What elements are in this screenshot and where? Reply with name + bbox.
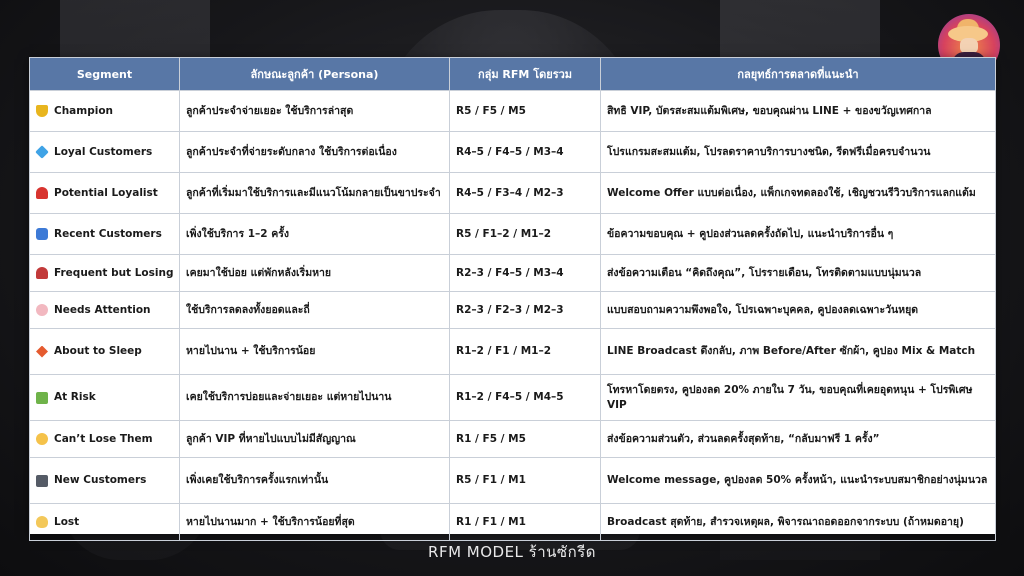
segment-name: Potential Loyalist [54, 186, 158, 199]
strategy-cell: Broadcast สุดท้าย, สำรวจเหตุผล, พิจารณาถอดออกจากระบบ (ถ้าหมดอายุ) [601, 504, 996, 541]
rfm-table [29, 57, 996, 541]
table-row [30, 91, 996, 132]
strategy-cell: ส่งข้อความส่วนตัว, ส่วนลดครั้งสุดท้าย, “กลับมาฟรี 1 ครั้ง” [601, 421, 996, 458]
segment-name: Champion [54, 104, 114, 117]
strategy-cell: สิทธิ VIP, บัตรสะสมแต้มพิเศษ, ขอบคุณผ่าน LINE + ของขวัญเทศกาล [601, 91, 996, 132]
trophy-icon [36, 105, 48, 117]
gem-icon [35, 145, 49, 159]
table-row [30, 255, 996, 292]
rfm-cell: R1–2 / F4–5 / M4–5 [450, 375, 601, 421]
table-row [30, 292, 996, 329]
rfm-cell: R2–3 / F4–5 / M3–4 [450, 255, 601, 292]
rfm-table-container [29, 57, 995, 534]
table-row [30, 329, 996, 375]
segment-name: Recent Customers [54, 227, 162, 240]
persona-cell: หายไปนาน + ใช้บริการน้อย [180, 329, 450, 375]
segment-name: Needs Attention [54, 303, 151, 316]
persona-cell: เพิ่งใช้บริการ 1–2 ครั้ง [180, 214, 450, 255]
table-row [30, 214, 996, 255]
strategy-cell: Welcome message, คูปองลด 50% ครั้งหน้า, แนะนำระบบสมาชิกอย่างนุ่มนวล [601, 458, 996, 504]
segment-name: Loyal Customers [54, 145, 153, 158]
repeat-icon [36, 228, 48, 240]
rfm-cell: R5 / F5 / M5 [450, 91, 601, 132]
magnet-icon [36, 187, 48, 199]
header-rfm-group: กลุ่ม RFM โดยรวม [450, 58, 601, 91]
rfm-cell: R1 / F1 / M1 [450, 504, 601, 541]
strategy-cell: แบบสอบถามความพึงพอใจ, โปรเฉพาะบุคคล, คูปองลดเฉพาะวันหยุด [601, 292, 996, 329]
persona-cell: ลูกค้าที่เริ่มมาใช้บริการและมีแนวโน้มกลายเป็นขาประจำ [180, 173, 450, 214]
segment-name: At Risk [54, 391, 96, 403]
persona-cell: ใช้บริการลดลงทั้งยอดและถี่ [180, 292, 450, 329]
header-segment: Segment [30, 58, 180, 91]
table-row [30, 504, 996, 541]
worried-face-icon [36, 433, 48, 445]
waving-hand-icon [36, 516, 48, 528]
segment-name: Frequent but Losing [54, 266, 174, 279]
rfm-cell: R4–5 / F3–4 / M2–3 [450, 173, 601, 214]
strategy-cell: Welcome Offer แบบต่อเนื่อง, แพ็กเกจทดลองใช้, เชิญชวนรีวิวบริการแลกแต้ม [601, 173, 996, 214]
page-caption: RFM MODEL ร้านซักรีด [428, 543, 596, 561]
rfm-cell: R1 / F5 / M5 [450, 421, 601, 458]
persona-cell: หายไปนานมาก + ใช้บริการน้อยที่สุด [180, 504, 450, 541]
table-row [30, 173, 996, 214]
segment-name: New Customers [54, 474, 147, 486]
table-row [30, 375, 996, 421]
persona-cell: เคยมาใช้บ่อย แต่พักหลังเริ่มหาย [180, 255, 450, 292]
bell-icon [36, 267, 48, 279]
segment-name: About to Sleep [54, 345, 142, 357]
rfm-cell: R5 / F1–2 / M1–2 [450, 214, 601, 255]
strategy-cell: LINE Broadcast ดึงกลับ, ภาพ Before/After ซักผ้า, คูปอง Mix & Match [601, 329, 996, 375]
new-badge-icon [36, 475, 48, 487]
persona-cell: เคยใช้บริการบ่อยและจ่ายเยอะ แต่หายไปนาน [180, 375, 450, 421]
strategy-cell: ข้อความขอบคุณ + คูปองส่วนลดครั้งถัดไป, แนะนำบริการอื่น ๆ [601, 214, 996, 255]
rfm-cell: R1–2 / F1 / M1–2 [450, 329, 601, 375]
header-strategy: กลยุทธ์การตลาดที่แนะนำ [601, 58, 996, 91]
rfm-cell: R2–3 / F2–3 / M2–3 [450, 292, 601, 329]
segment-name: Can’t Lose Them [54, 432, 153, 445]
strategy-cell: ส่งข้อความเตือน “คิดถึงคุณ”, โปรรายเดือน, โทรติดตามแบบนุ่มนวล [601, 255, 996, 292]
table-row [30, 132, 996, 173]
table-header-row [30, 58, 996, 91]
persona-cell: ลูกค้าประจำจ่ายเยอะ ใช้บริการล่าสุด [180, 91, 450, 132]
strategy-cell: โทรหาโดยตรง, คูปองลด 20% ภายใน 7 วัน, ขอบคุณที่เคยอุดหนุน + โปรพิเศษ VIP [601, 375, 996, 421]
persona-cell: ลูกค้าประจำที่จ่ายระดับกลาง ใช้บริการต่อเนื่อง [180, 132, 450, 173]
rfm-cell: R4–5 / F4–5 / M3–4 [450, 132, 601, 173]
table-row [30, 458, 996, 504]
persona-cell: ลูกค้า VIP ที่หายไปแบบไม่มีสัญญาณ [180, 421, 450, 458]
segment-name: Lost [54, 515, 80, 528]
strategy-cell: โปรแกรมสะสมแต้ม, โปรลดราคาบริการบางชนิด, รีดฟรีเมื่อครบจำนวน [601, 132, 996, 173]
money-icon [36, 392, 48, 404]
persona-cell: เพิ่งเคยใช้บริการครั้งแรกเท่านั้น [180, 458, 450, 504]
sleep-icon [36, 346, 48, 358]
table-row [30, 421, 996, 458]
header-persona: ลักษณะลูกค้า (Persona) [180, 58, 450, 91]
bandage-icon [36, 304, 48, 316]
rfm-cell: R5 / F1 / M1 [450, 458, 601, 504]
